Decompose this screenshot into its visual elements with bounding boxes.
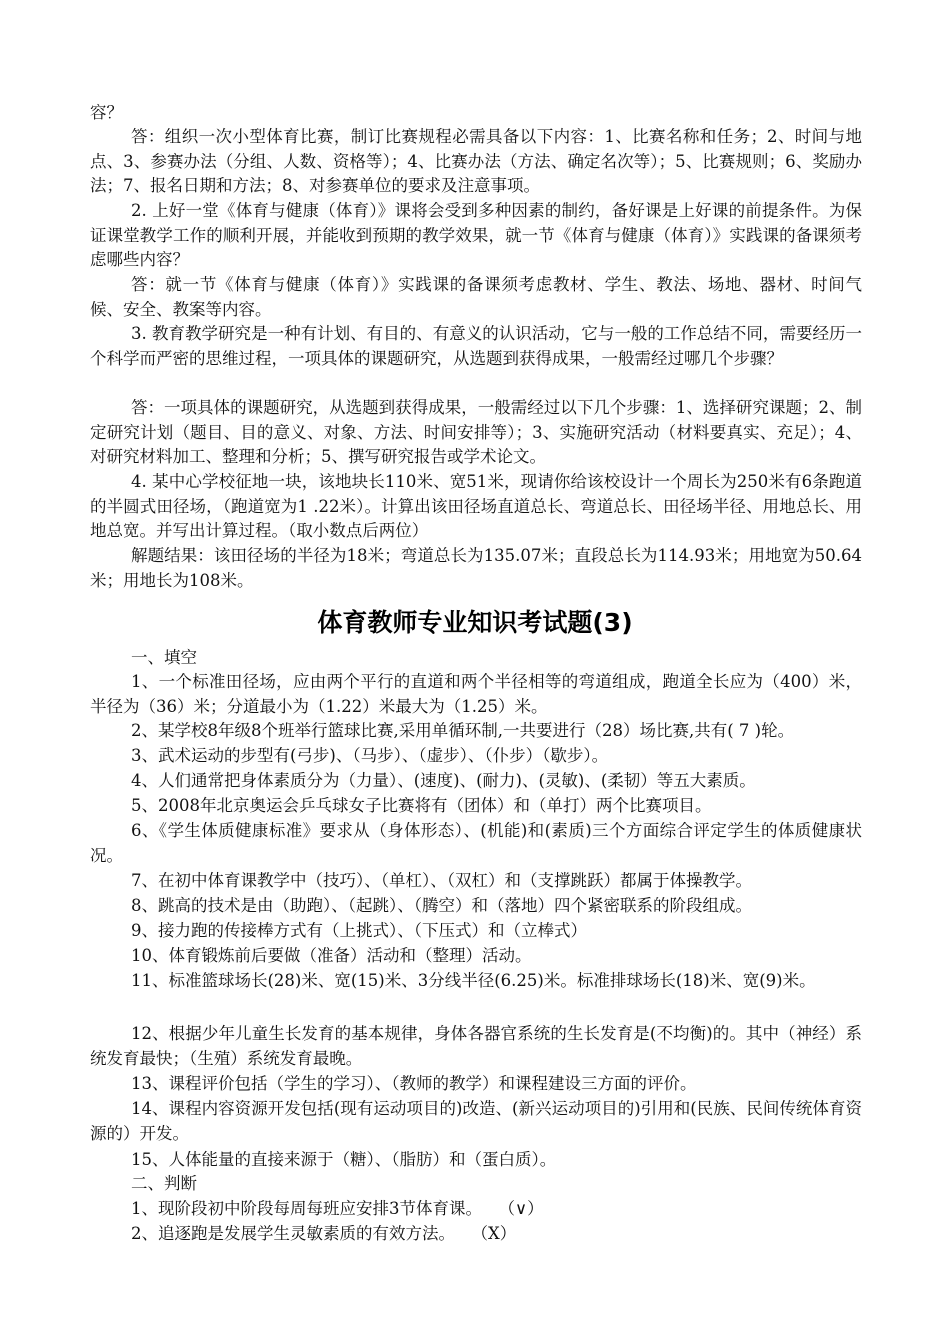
- paragraph: 2、某学校8年级8个班举行篮球比赛,采用单循环制,一共要进行（28）场比赛,共有( 7 )轮。: [131, 721, 795, 740]
- paragraph: 1、一个标准田径场，应由两个平行的直道和两个半径相等的弯道组成，跑道全长应为（400）米，半径为（36）米；分道最小为（1.22）米最大为（1.25）米。: [90, 672, 862, 716]
- paragraph: 8、跳高的技术是由（助跑）、（起跳）、（腾空）和（落地）四个紧密联系的阶段组成。: [131, 896, 752, 915]
- paragraph: 4、人们通常把身体素质分为（力量）、(速度)、(耐力)、(灵敏)、(柔韧）等五大素质。: [131, 771, 756, 790]
- paragraph: 7、在初中体育课教学中（技巧）、（单杠）、（双杠）和（支撑跳跃）都属于体操教学。: [131, 871, 752, 890]
- paragraph: 13、课程评价包括（学生的学习）、（教师的教学）和课程建设三方面的评价。: [131, 1074, 697, 1093]
- paragraph: 3、武术运动的步型有(弓步)、（马步）、（虚步）、（仆步）（歇步）。: [131, 746, 609, 765]
- paragraph: 5、2008年北京奥运会乒乓球女子比赛将有（团体）和（单打）两个比赛项目。: [131, 796, 712, 815]
- paragraph: 容？: [90, 103, 123, 122]
- paragraph: 一、填空: [131, 648, 197, 667]
- paragraph: 4. 某中心学校征地一块，该地块长110米、宽51米，现请你给该校设计一个周长为250米有6条跑道的半圆式田径场，（跑道宽为1 .22米）。计算出该田径场直道总长、弯道总长、田径场半径、用地总长、用地总宽。并写出计算过程。（取小数点后两位）: [90, 472, 862, 541]
- paragraph: 6、《学生体质健康标准》要求从（身体形态）、(机能)和(素质)三个方面综合评定学生的体质健康状况。: [90, 821, 862, 865]
- exam-title: 体育教师专业知识考试题(3): [317, 608, 633, 637]
- paragraph: 二、判断: [131, 1174, 197, 1193]
- paragraph: 答：组织一次小型体育比赛，制订比赛规程必需具备以下内容：1、比赛名称和任务；2、时间与地点、3、参赛办法（分组、人数、资格等）；4、比赛办法（方法、确定名次等）；5、比赛规则；6、奖励办法；7、报名日期和方法；8、对参赛单位的要求及注意事项。: [90, 127, 862, 196]
- paragraph: 1、现阶段初中阶段每周每班应安排3节体育课。 （∨）: [131, 1199, 544, 1218]
- paragraph: 3. 教育教学研究是一种有计划、有目的、有意义的认识活动，它与一般的工作总结不同，需要经历一个科学而严密的思维过程，一项具体的课题研究，从选题到获得成果，一般需经过哪几个步骤？: [90, 324, 862, 368]
- paragraph: 15、人体能量的直接来源于（糖）、（脂肪）和（蛋白质）。: [131, 1150, 557, 1169]
- paragraph: 11、标准篮球场长(28)米、宽(15)米、3分线半径(6.25)米。标准排球场长(18)米、宽(9)米。: [131, 971, 816, 990]
- paragraph: 10、体育锻炼前后要做（准备）活动和（整理）活动。: [131, 946, 532, 965]
- paragraph: 12、根据少年儿童生长发育的基本规律，身体各器官系统的生长发育是(不均衡)的。其中（神经）系统发育最快；（生殖）系统发育最晚。: [90, 1024, 862, 1068]
- paragraph: 答：一项具体的课题研究，从选题到获得成果，一般需经过以下几个步骤：1、选择研究课题；2、制定研究计划（题目、目的意义、对象、方法、时间安排等）；3、实施研究活动（材料要真实、充足）；4、对研究材料加工、整理和分析；5、撰写研究报告或学术论文。: [90, 398, 862, 467]
- paragraph: 2. 上好一堂《体育与健康（体育）》课将会受到多种因素的制约，备好课是上好课的前提条件。为保证课堂教学工作的顺利开展，并能收到预期的教学效果，就一节《体育与健康（体育）》实践课的备课须考虑哪些内容？: [90, 201, 862, 270]
- paragraph: 答：就一节《体育与健康（体育）》实践课的备课须考虑教材、学生、教法、场地、器材、时间气候、安全、教案等内容。: [90, 275, 862, 319]
- paragraph: 9、接力跑的传接棒方式有（上挑式）、（下压式）和（立棒式）: [131, 921, 587, 940]
- paragraph: 解题结果：该田径场的半径为18米；弯道总长为135.07米；直段总长为114.93米；用地宽为50.64米；用地长为108米。: [90, 546, 862, 590]
- paragraph: 14、课程内容资源开发包括(现有运动项目的)改造、(新兴运动项目的)引用和(民族、民间传统体育资源的）开发。: [90, 1099, 862, 1143]
- paragraph: 2、追逐跑是发展学生灵敏素质的有效方法。 （X）: [131, 1224, 517, 1243]
